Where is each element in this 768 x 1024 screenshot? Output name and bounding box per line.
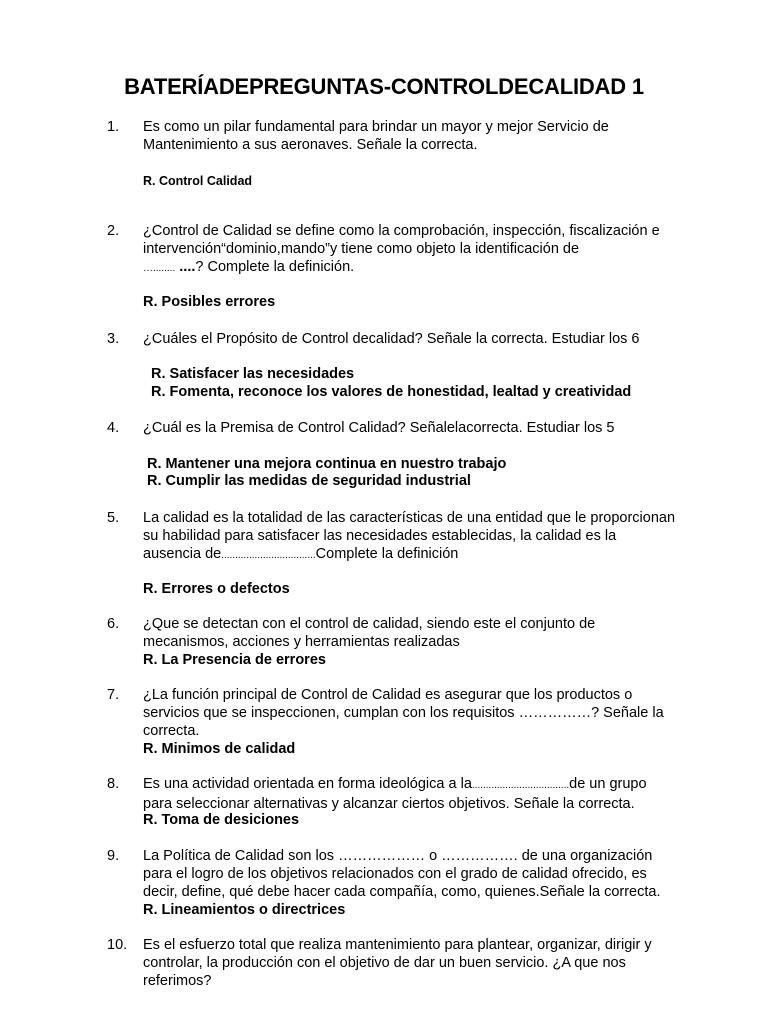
- blank-dots: ...................................: [471, 780, 570, 791]
- question-line: mecanismos, acciones y herramientas realizadas: [143, 634, 460, 650]
- answer: R. Control Calidad: [143, 174, 253, 188]
- question-line: para el logro de los objetivos relacionados con el grado de calidad ofrecido, es: [143, 866, 647, 882]
- answer: R. La Presencia de errores: [143, 652, 326, 668]
- question-text: [143, 775, 697, 813]
- answer: R. Lineamientos o directrices: [143, 902, 346, 918]
- question-line: para seleccionar alternativas y alcanzar ciertos objetivos. Señale la correcta.: [143, 796, 635, 812]
- answer: R. Errores o defectos: [143, 581, 290, 597]
- question-line: referimos?: [143, 973, 212, 989]
- question-line-text: de un grupo: [569, 776, 647, 792]
- question-line: Es el esfuerzo total que realiza mantenimiento para plantear, organizar, dirigir y: [143, 937, 652, 953]
- question-line: controlar, la producción con el objetivo de dar un buen servicio. ¿A que nos: [143, 955, 626, 971]
- question-line-text: Complete la definición: [315, 546, 459, 562]
- question-number: 7.: [107, 687, 120, 703]
- question-line: decir, define, qué debe hacer cada compañía, como, quienes.Señale la correcta.: [143, 884, 661, 900]
- question-number: 3.: [107, 331, 120, 347]
- blank-dots: ....: [179, 259, 196, 275]
- question-number: 8.: [107, 776, 120, 792]
- question-line: [143, 258, 697, 278]
- question-line: ¿La función principal de Control de Calidad es asegurar que los productos o: [143, 687, 633, 703]
- question-text: [143, 509, 697, 565]
- question-line: La calidad es la totalidad de las características de una entidad que le proporcionan: [143, 510, 676, 526]
- blank-dots: ..................................: [221, 550, 316, 561]
- answer: R. Minimos de calidad: [143, 741, 296, 757]
- answer: R. Posibles errores: [143, 294, 276, 310]
- blank-dots: …........: [143, 263, 176, 274]
- question-line: Es como un pilar fundamental para brindar un mayor y mejor Servicio de: [143, 119, 609, 135]
- question-line: [143, 545, 697, 565]
- question-line: ¿Cuál es la Premisa de Control Calidad? Señalelacorrecta. Estudiar los 5: [143, 420, 615, 436]
- question-number: 5.: [107, 510, 120, 526]
- answer: R. Fomenta, reconoce los valores de honestidad, lealtad y creatividad: [151, 384, 632, 400]
- question-text: [143, 222, 697, 278]
- question-number: 6.: [107, 616, 120, 632]
- question-text: [143, 686, 697, 740]
- question-number: 9.: [107, 848, 120, 864]
- question-line-text: Es una actividad orientada en forma ideológica a la: [143, 776, 472, 792]
- question-line: correcta.: [143, 723, 200, 739]
- question-line: ¿Que se detectan con el control de calidad, siendo este el conjunto de: [143, 616, 596, 632]
- answer: R. Toma de desiciones: [143, 812, 300, 828]
- question-text: [143, 615, 697, 651]
- question-number: 10.: [107, 937, 128, 953]
- page-title: BATERÍADEPREGUNTAS-CONTROLDECALIDAD 1: [124, 74, 644, 99]
- question-text: [143, 330, 697, 348]
- question-number: 1.: [107, 119, 120, 135]
- question-line: su habilidad para satisfacer las necesidades establecidas, la calidad es la: [143, 528, 617, 544]
- answer: R. Mantener una mejora continua en nuestro trabajo: [147, 456, 507, 472]
- question-text: [143, 936, 697, 990]
- question-line: servicios que se inspeccionen, cumplan con los requisitos ……………? Señale la: [143, 705, 664, 721]
- question-line: [143, 775, 697, 795]
- question-line: ¿Cuáles el Propósito de Control decalidad? Señale la correcta. Estudiar los 6: [143, 331, 640, 347]
- question-line-text: ? Complete la definición.: [195, 259, 355, 275]
- question-text: [143, 118, 697, 154]
- question-line: ¿Control de Calidad se define como la comprobación, inspección, fiscalización e: [143, 223, 660, 239]
- question-line: intervención“dominio,mando”y tiene como objeto la identificación de: [143, 241, 580, 257]
- question-line-text: ausencia de: [143, 546, 222, 562]
- answer: R. Satisfacer las necesidades: [151, 366, 355, 382]
- question-line: La Política de Calidad son los ……………… o ……………. de una organización: [143, 848, 653, 864]
- question-line: Mantenimiento a sus aeronaves. Señale la correcta.: [143, 137, 478, 153]
- question-text: [143, 419, 697, 437]
- question-number: 4.: [107, 420, 120, 436]
- question-number: 2.: [107, 223, 120, 239]
- question-text: [143, 847, 697, 901]
- answer: R. Cumplir las medidas de seguridad industrial: [147, 473, 471, 489]
